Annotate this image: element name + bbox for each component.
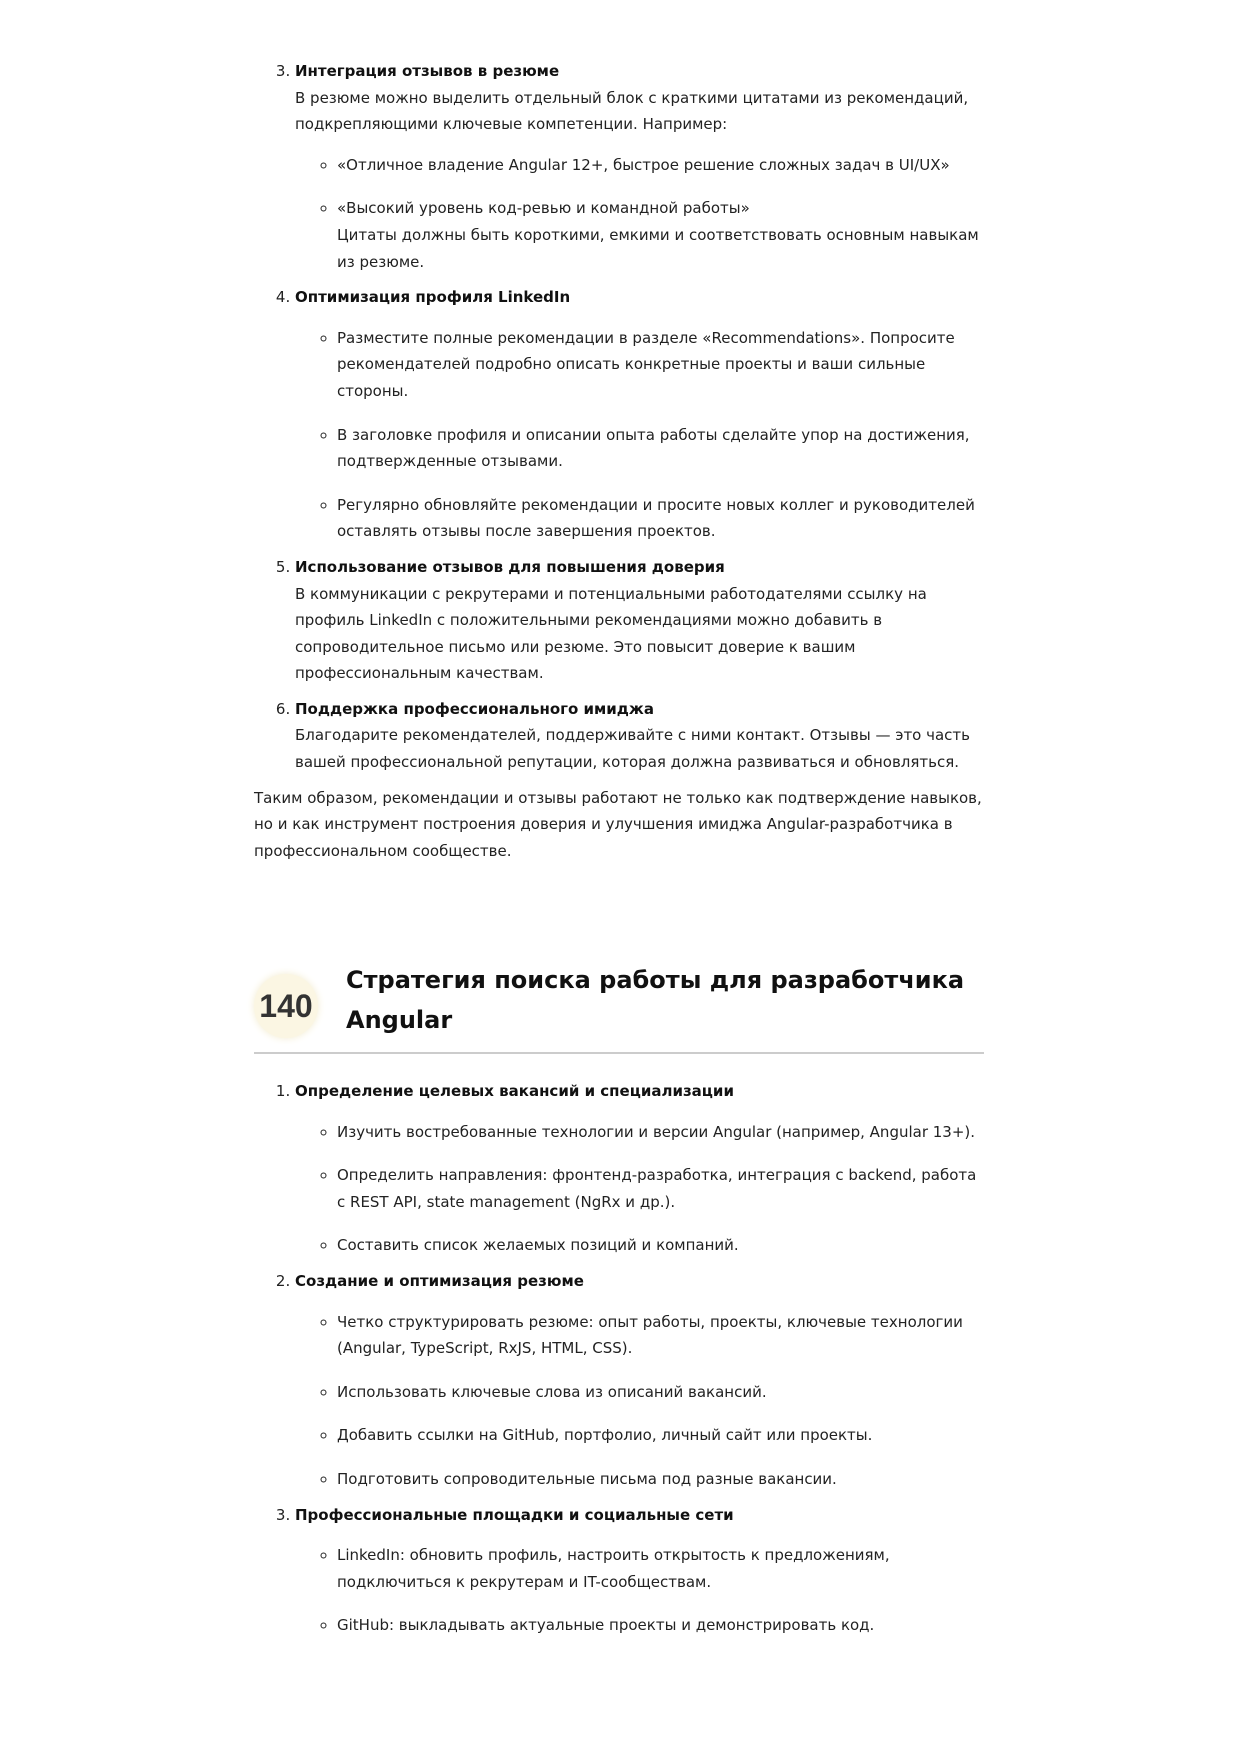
item-text: В резюме можно выделить отдельный блок с краткими цитатами из рекомендаций, подкрепляющими ключевые компетенции. Например: xyxy=(295,88,969,134)
list-item xyxy=(295,1268,984,1493)
item-title: Профессиональные площадки и социальные сети xyxy=(295,1505,734,1524)
bullet-item: ◦ Составить список желаемых позиций и компаний. xyxy=(337,1232,984,1259)
item-title: Поддержка профессионального имиджа xyxy=(295,699,654,718)
document-continuation xyxy=(254,58,984,864)
bullet-list xyxy=(295,1119,984,1259)
list-item xyxy=(295,1502,984,1639)
list-item xyxy=(295,1078,984,1259)
bullet-note: Цитаты должны быть короткими, емкими и соответствовать основным навыкам из резюме. xyxy=(337,225,979,271)
item-title: Оптимизация профиля LinkedIn xyxy=(295,288,571,307)
list-item xyxy=(295,58,984,275)
bullet-item: ◦ В заголовке профиля и описании опыта работы сделайте упор на достижения, подтвержденные отзывами. xyxy=(337,422,984,475)
bullet-text: «Высокий уровень код-ревью и командной работы» xyxy=(337,199,750,218)
bullet-item: ◦ Использовать ключевые слова из описаний вакансий. xyxy=(337,1379,984,1406)
bullet-list xyxy=(295,1309,984,1493)
bullet-item xyxy=(337,195,984,275)
item-title: Использование отзывов для повышения доверия xyxy=(295,557,725,576)
bullet-item: ◦ Добавить ссылки на GitHub, портфолио, личный сайт или проекты. xyxy=(337,1422,984,1449)
numbered-list xyxy=(254,1078,984,1639)
bullet-item: ◦ LinkedIn: обновить профиль, настроить открытость к предложениям, подключиться к рекрутерам и IT-сообществам. xyxy=(337,1542,984,1595)
conclusion-paragraph: Таким образом, рекомендации и отзывы работают не только как подтверждение навыков, но и как инструмент построения доверия и улучшения имиджа Angular-разработчика в профессиональном сообществе. xyxy=(254,788,982,860)
section-header xyxy=(254,960,984,1054)
list-item xyxy=(295,284,984,545)
bullet-item: ◦ GitHub: выкладывать актуальные проекты и демонстрировать код. xyxy=(337,1612,984,1639)
bullet-list xyxy=(295,152,984,275)
bullet-item: ◦ Регулярно обновляйте рекомендации и просите новых коллег и руководителей оставлять отзывы после завершения проектов. xyxy=(337,492,984,545)
bullet-list xyxy=(295,325,984,545)
item-text: Благодарите рекомендателей, поддерживайте с ними контакт. Отзывы — это часть вашей профессиональной репутации, которая должна развиваться и обновляться. xyxy=(295,726,971,772)
item-title: Определение целевых вакансий и специализации xyxy=(295,1082,734,1100)
numbered-list xyxy=(254,58,984,776)
bullet-item: ◦ Определить направления: фронтенд-разработка, интеграция с backend, работа с REST API, state management (NgRx и др.). xyxy=(337,1162,984,1215)
section-number-badge: 140 xyxy=(254,974,318,1038)
list-item xyxy=(295,696,984,776)
item-title: Интеграция отзывов в резюме xyxy=(295,62,560,80)
item-text: В коммуникации с рекрутерами и потенциальными работодателями ссылку на профиль LinkedIn с положительными рекомендациями можно добавить в сопроводительное письмо или резюме. Это повысит доверие к вашим профессиональным качествам. xyxy=(295,584,927,683)
bullet-list xyxy=(295,1542,984,1639)
bullet-item: ◦ Подготовить сопроводительные письма под разные вакансии. xyxy=(337,1466,984,1493)
item-title: Создание и оптимизация резюме xyxy=(295,1271,584,1290)
bullet-item: ◦ «Отличное владение Angular 12+, быстрое решение сложных задач в UI/UX» xyxy=(337,152,984,179)
section-140 xyxy=(254,960,984,1648)
bullet-item: ◦ Разместите полные рекомендации в разделе «Recommendations». Попросите рекомендателей подробно описать конкретные проекты и ваши сильные стороны. xyxy=(337,325,984,405)
bullet-item: ◦ Изучить востребованные технологии и версии Angular (например, Angular 13+). xyxy=(337,1119,984,1146)
list-item xyxy=(295,554,984,687)
section-title: Стратегия поиска работы для разработчика Angular xyxy=(346,966,965,1034)
bullet-item: ◦ Четко структурировать резюме: опыт работы, проекты, ключевые технологии (Angular, TypeScript, RxJS, HTML, CSS). xyxy=(337,1309,984,1362)
